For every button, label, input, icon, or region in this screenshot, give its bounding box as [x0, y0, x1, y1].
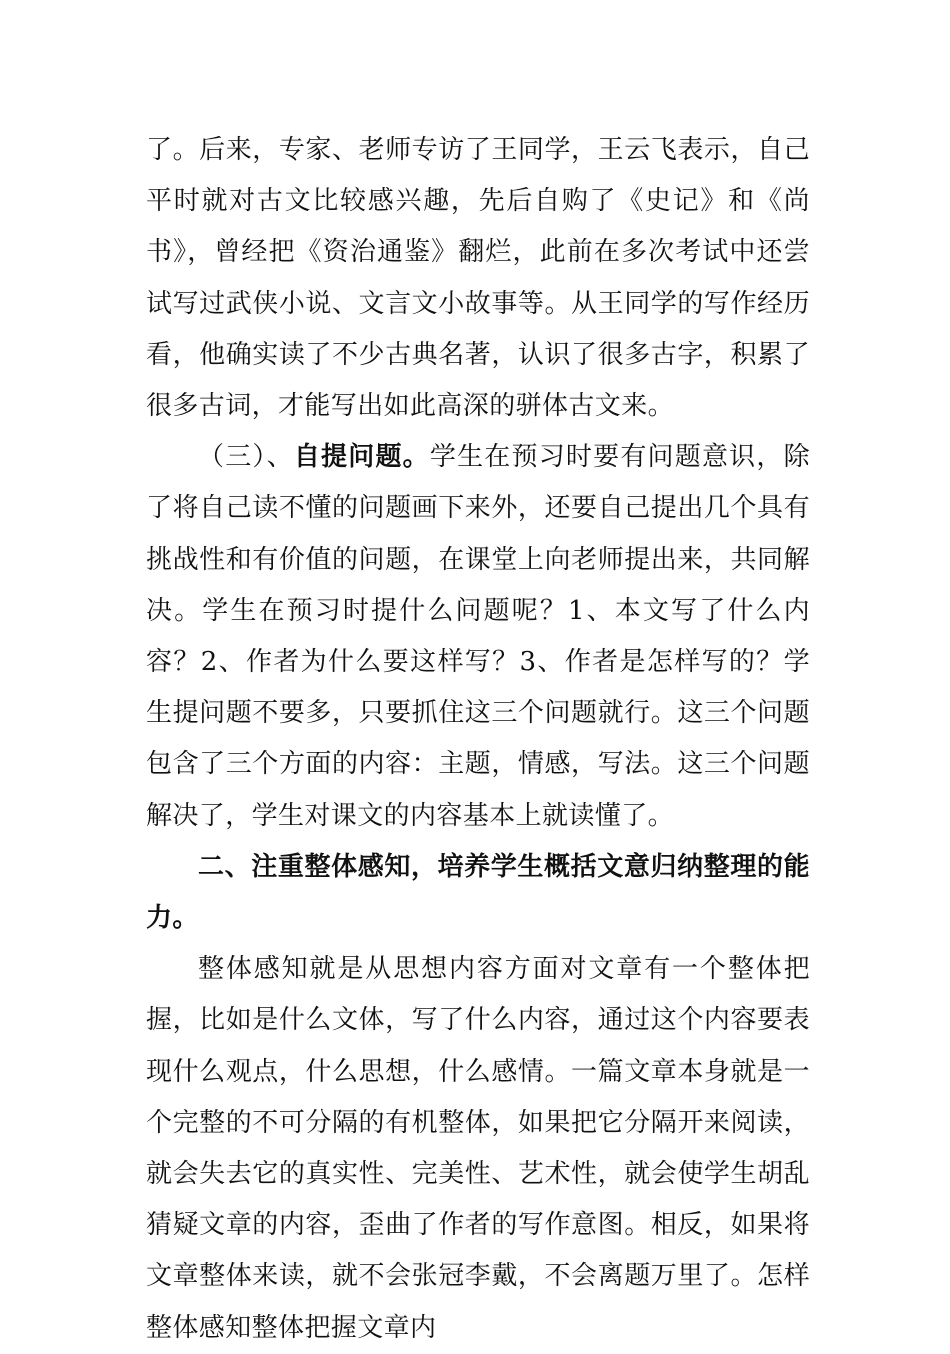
- section-number: （三）、: [198, 442, 294, 473]
- document-body: [146, 125, 810, 1354]
- section-title-two: 二、注重整体感知，培养学生概括文意归纳整理的能力。: [146, 851, 810, 934]
- paragraph-overall-perception: 整体感知就是从思想内容方面对文章有一个整体把握，比如是什么文体，写了什么内容，通过这个内容要表现什么观点，什么思想，什么感情。一篇文章本身就是一个完整的不可分隔的有机整体，如果把它分隔开来阅读，就会失去它的真实性、完美性、艺术性，就会使学生胡乱猜疑文章的内容，歪曲了作者的写作意图。相反，如果将文章整体来读，就不会张冠李戴，不会离题万里了。怎样整体感知整体把握文章内: [146, 954, 810, 1343]
- paragraph-continuation: 了。后来，专家、老师专访了王同学，王云飞表示，自己平时就对古文比较感兴趣，先后自购了《史记》和《尚书》，曾经把《资治通鉴》翻烂，此前在多次考试中还尝试写过武侠小说、文言文小故事等。从王同学的写作经历看，他确实读了不少古典名著，认识了很多古字，积累了很多古词，才能写出如此高深的骈体古文来。: [146, 135, 810, 422]
- section-body: 学生在预习时要有问题意识，除了将自己读不懂的问题画下来外，还要自己提出几个具有挑战性和有价值的问题，在课堂上向老师提出来，共同解决。学生在预习时提什么问题呢？1、本文写了什么内容？2、作者为什么要这样写？3、作者是怎样写的？学生提问题不要多，只要抓住这三个问题就行。这三个问题包含了三个方面的内容：主题，情感，写法。这三个问题解决了，学生对课文的内容基本上就读懂了。: [146, 442, 810, 831]
- section-heading: 自提问题。: [293, 442, 430, 473]
- paragraph-self-questioning: [146, 432, 810, 842]
